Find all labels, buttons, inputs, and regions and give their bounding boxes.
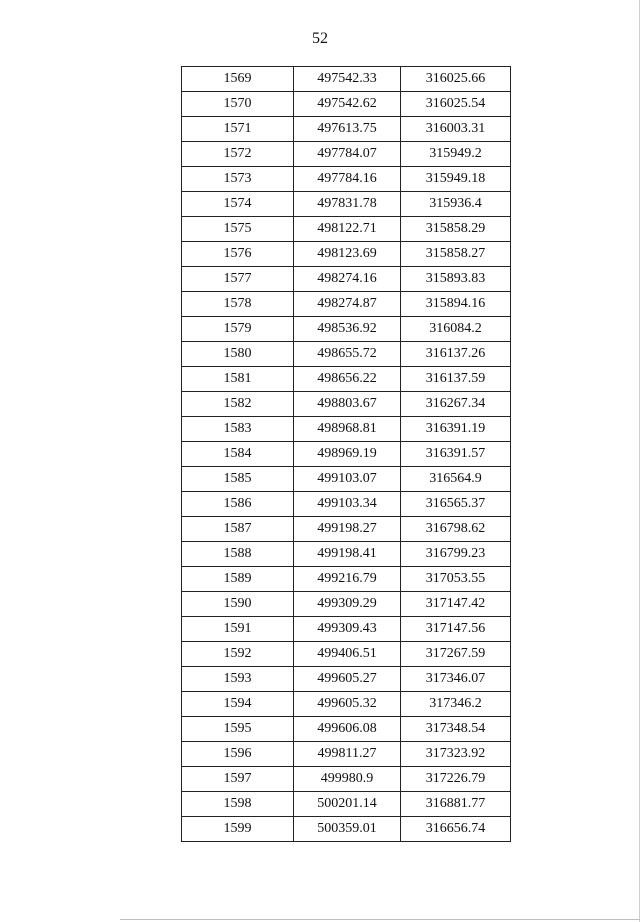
table-row bbox=[182, 792, 511, 817]
point-number-cell: 1569 bbox=[182, 67, 294, 92]
x-coordinate-cell: 499103.07 bbox=[294, 467, 401, 492]
table-row bbox=[182, 692, 511, 717]
point-number-cell: 1575 bbox=[182, 217, 294, 242]
y-coordinate-cell: 316137.59 bbox=[401, 367, 511, 392]
x-coordinate-cell: 499406.51 bbox=[294, 642, 401, 667]
point-number-cell: 1578 bbox=[182, 292, 294, 317]
x-coordinate-cell: 498536.92 bbox=[294, 317, 401, 342]
table-row bbox=[182, 267, 511, 292]
y-coordinate-cell: 316003.31 bbox=[401, 117, 511, 142]
y-coordinate-cell: 317346.2 bbox=[401, 692, 511, 717]
x-coordinate-cell: 498803.67 bbox=[294, 392, 401, 417]
x-coordinate-cell: 497784.16 bbox=[294, 167, 401, 192]
point-number-cell: 1590 bbox=[182, 592, 294, 617]
x-coordinate-cell: 498969.19 bbox=[294, 442, 401, 467]
y-coordinate-cell: 317348.54 bbox=[401, 717, 511, 742]
table-row bbox=[182, 242, 511, 267]
point-number-cell: 1586 bbox=[182, 492, 294, 517]
point-number-cell: 1598 bbox=[182, 792, 294, 817]
table-row bbox=[182, 392, 511, 417]
table-row bbox=[182, 367, 511, 392]
x-coordinate-cell: 497542.62 bbox=[294, 92, 401, 117]
y-coordinate-cell: 317346.07 bbox=[401, 667, 511, 692]
table-row bbox=[182, 667, 511, 692]
table-row bbox=[182, 617, 511, 642]
y-coordinate-cell: 316084.2 bbox=[401, 317, 511, 342]
point-number-cell: 1574 bbox=[182, 192, 294, 217]
point-number-cell: 1592 bbox=[182, 642, 294, 667]
point-number-cell: 1581 bbox=[182, 367, 294, 392]
table-row bbox=[182, 442, 511, 467]
point-number-cell: 1572 bbox=[182, 142, 294, 167]
point-number-cell: 1582 bbox=[182, 392, 294, 417]
y-coordinate-cell: 316391.19 bbox=[401, 417, 511, 442]
x-coordinate-cell: 497613.75 bbox=[294, 117, 401, 142]
table-row bbox=[182, 567, 511, 592]
x-coordinate-cell: 499605.32 bbox=[294, 692, 401, 717]
y-coordinate-cell: 317147.56 bbox=[401, 617, 511, 642]
x-coordinate-cell: 499103.34 bbox=[294, 492, 401, 517]
point-number-cell: 1577 bbox=[182, 267, 294, 292]
table-row bbox=[182, 417, 511, 442]
table-row bbox=[182, 192, 511, 217]
x-coordinate-cell: 498656.22 bbox=[294, 367, 401, 392]
point-number-cell: 1596 bbox=[182, 742, 294, 767]
y-coordinate-cell: 315894.16 bbox=[401, 292, 511, 317]
point-number-cell: 1570 bbox=[182, 92, 294, 117]
y-coordinate-cell: 316137.26 bbox=[401, 342, 511, 367]
table-row bbox=[182, 117, 511, 142]
y-coordinate-cell: 316799.23 bbox=[401, 542, 511, 567]
x-coordinate-cell: 498122.71 bbox=[294, 217, 401, 242]
table-row bbox=[182, 717, 511, 742]
table-row bbox=[182, 92, 511, 117]
x-coordinate-cell: 498274.16 bbox=[294, 267, 401, 292]
table-row bbox=[182, 342, 511, 367]
x-coordinate-cell: 499198.41 bbox=[294, 542, 401, 567]
point-number-cell: 1579 bbox=[182, 317, 294, 342]
x-coordinate-cell: 500201.14 bbox=[294, 792, 401, 817]
x-coordinate-cell: 499606.08 bbox=[294, 717, 401, 742]
table-row bbox=[182, 167, 511, 192]
x-coordinate-cell: 499605.27 bbox=[294, 667, 401, 692]
y-coordinate-cell: 315858.29 bbox=[401, 217, 511, 242]
table-row bbox=[182, 317, 511, 342]
point-number-cell: 1597 bbox=[182, 767, 294, 792]
point-number-cell: 1591 bbox=[182, 617, 294, 642]
x-coordinate-cell: 499198.27 bbox=[294, 517, 401, 542]
y-coordinate-cell: 316267.34 bbox=[401, 392, 511, 417]
x-coordinate-cell: 498123.69 bbox=[294, 242, 401, 267]
point-number-cell: 1571 bbox=[182, 117, 294, 142]
x-coordinate-cell: 498274.87 bbox=[294, 292, 401, 317]
x-coordinate-cell: 497542.33 bbox=[294, 67, 401, 92]
y-coordinate-cell: 317147.42 bbox=[401, 592, 511, 617]
point-number-cell: 1595 bbox=[182, 717, 294, 742]
x-coordinate-cell: 497831.78 bbox=[294, 192, 401, 217]
table-row bbox=[182, 292, 511, 317]
x-coordinate-cell: 499980.9 bbox=[294, 767, 401, 792]
point-number-cell: 1580 bbox=[182, 342, 294, 367]
point-number-cell: 1589 bbox=[182, 567, 294, 592]
table-row bbox=[182, 817, 511, 842]
table-row bbox=[182, 517, 511, 542]
y-coordinate-cell: 316025.54 bbox=[401, 92, 511, 117]
coordinates-table bbox=[181, 66, 511, 842]
page-number: 52 bbox=[312, 30, 328, 47]
y-coordinate-cell: 315949.18 bbox=[401, 167, 511, 192]
table-body bbox=[182, 67, 511, 842]
point-number-cell: 1573 bbox=[182, 167, 294, 192]
x-coordinate-cell: 500359.01 bbox=[294, 817, 401, 842]
y-coordinate-cell: 317267.59 bbox=[401, 642, 511, 667]
y-coordinate-cell: 316564.9 bbox=[401, 467, 511, 492]
table-row bbox=[182, 642, 511, 667]
point-number-cell: 1583 bbox=[182, 417, 294, 442]
table-row bbox=[182, 542, 511, 567]
y-coordinate-cell: 316565.37 bbox=[401, 492, 511, 517]
table-row bbox=[182, 142, 511, 167]
y-coordinate-cell: 316881.77 bbox=[401, 792, 511, 817]
y-coordinate-cell: 317323.92 bbox=[401, 742, 511, 767]
table-row bbox=[182, 592, 511, 617]
x-coordinate-cell: 499811.27 bbox=[294, 742, 401, 767]
point-number-cell: 1594 bbox=[182, 692, 294, 717]
y-coordinate-cell: 315949.2 bbox=[401, 142, 511, 167]
x-coordinate-cell: 497784.07 bbox=[294, 142, 401, 167]
y-coordinate-cell: 315858.27 bbox=[401, 242, 511, 267]
y-coordinate-cell: 316025.66 bbox=[401, 67, 511, 92]
x-coordinate-cell: 498968.81 bbox=[294, 417, 401, 442]
table-row bbox=[182, 492, 511, 517]
y-coordinate-cell: 317226.79 bbox=[401, 767, 511, 792]
y-coordinate-cell: 316798.62 bbox=[401, 517, 511, 542]
table-row bbox=[182, 767, 511, 792]
y-coordinate-cell: 315936.4 bbox=[401, 192, 511, 217]
y-coordinate-cell: 316656.74 bbox=[401, 817, 511, 842]
table-row bbox=[182, 742, 511, 767]
y-coordinate-cell: 317053.55 bbox=[401, 567, 511, 592]
y-coordinate-cell: 316391.57 bbox=[401, 442, 511, 467]
x-coordinate-cell: 498655.72 bbox=[294, 342, 401, 367]
scan-edge-bottom bbox=[120, 919, 640, 920]
table-row bbox=[182, 217, 511, 242]
point-number-cell: 1588 bbox=[182, 542, 294, 567]
point-number-cell: 1587 bbox=[182, 517, 294, 542]
point-number-cell: 1584 bbox=[182, 442, 294, 467]
x-coordinate-cell: 499309.43 bbox=[294, 617, 401, 642]
x-coordinate-cell: 499216.79 bbox=[294, 567, 401, 592]
point-number-cell: 1599 bbox=[182, 817, 294, 842]
y-coordinate-cell: 315893.83 bbox=[401, 267, 511, 292]
point-number-cell: 1593 bbox=[182, 667, 294, 692]
point-number-cell: 1576 bbox=[182, 242, 294, 267]
point-number-cell: 1585 bbox=[182, 467, 294, 492]
x-coordinate-cell: 499309.29 bbox=[294, 592, 401, 617]
table-row bbox=[182, 467, 511, 492]
table-row bbox=[182, 67, 511, 92]
